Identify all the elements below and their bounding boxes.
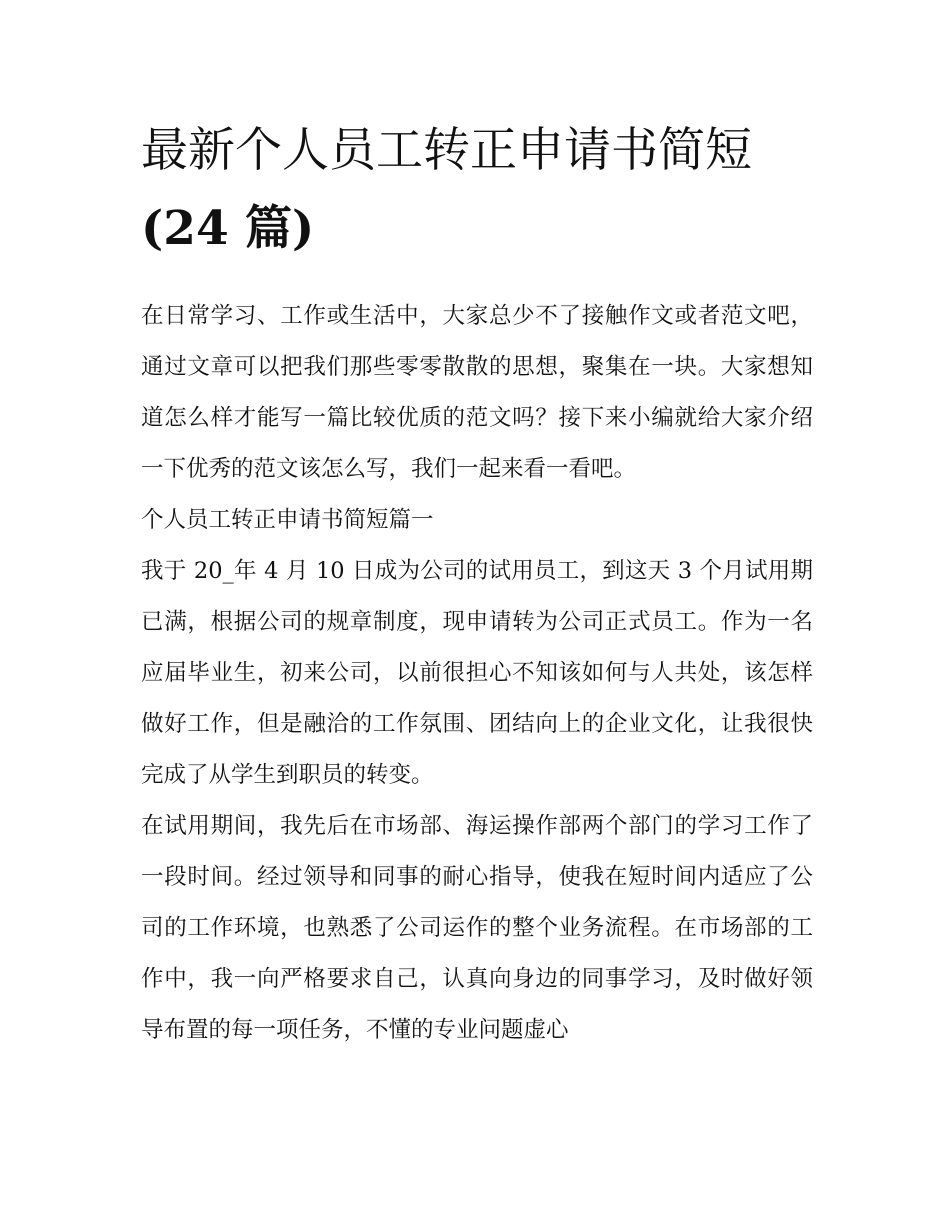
title-line-2: (24 篇) — [141, 201, 315, 256]
body-paragraph: 我于 20_年 4 月 10 日成为公司的试用员工，到这天 3 个月试用期已满，根据公司的规章制度，现申请转为公司正式员工。作为一名应届毕业生，初来公司，以前很担心不知该如何与人共处，该怎样做好工作，但是融洽的工作氛围、团结向上的企业文化，让我很快完成了从学生到职员的转变。 — [141, 558, 813, 788]
body-paragraph: 在试用期间，我先后在市场部、海运操作部两个部门的学习工作了一段时间。经过领导和同事的耐心指导，使我在短时间内适应了公司的工作环境，也熟悉了公司运作的整个业务流程。在市场部的工作中，我一向严格要求自己，认真向身边的同事学习，及时做好领导布置的每一项任务，不懂的专业问题虚心 — [141, 813, 813, 1043]
document-body — [141, 112, 813, 1056]
title-line-1: 最新个人员工转正申请书简短 — [141, 123, 752, 178]
document-title — [141, 112, 813, 268]
section-heading: 个人员工转正申请书简短篇一 — [141, 507, 434, 533]
intro-paragraph: 在日常学习、工作或生活中，大家总少不了接触作文或者范文吧，通过文章可以把我们那些零零散散的思想，聚集在一块。大家想知道怎么样才能写一篇比较优质的范文吗？接下来小编就给大家介绍一下优秀的范文该怎么写，我们一起来看一看吧。 — [141, 303, 813, 482]
